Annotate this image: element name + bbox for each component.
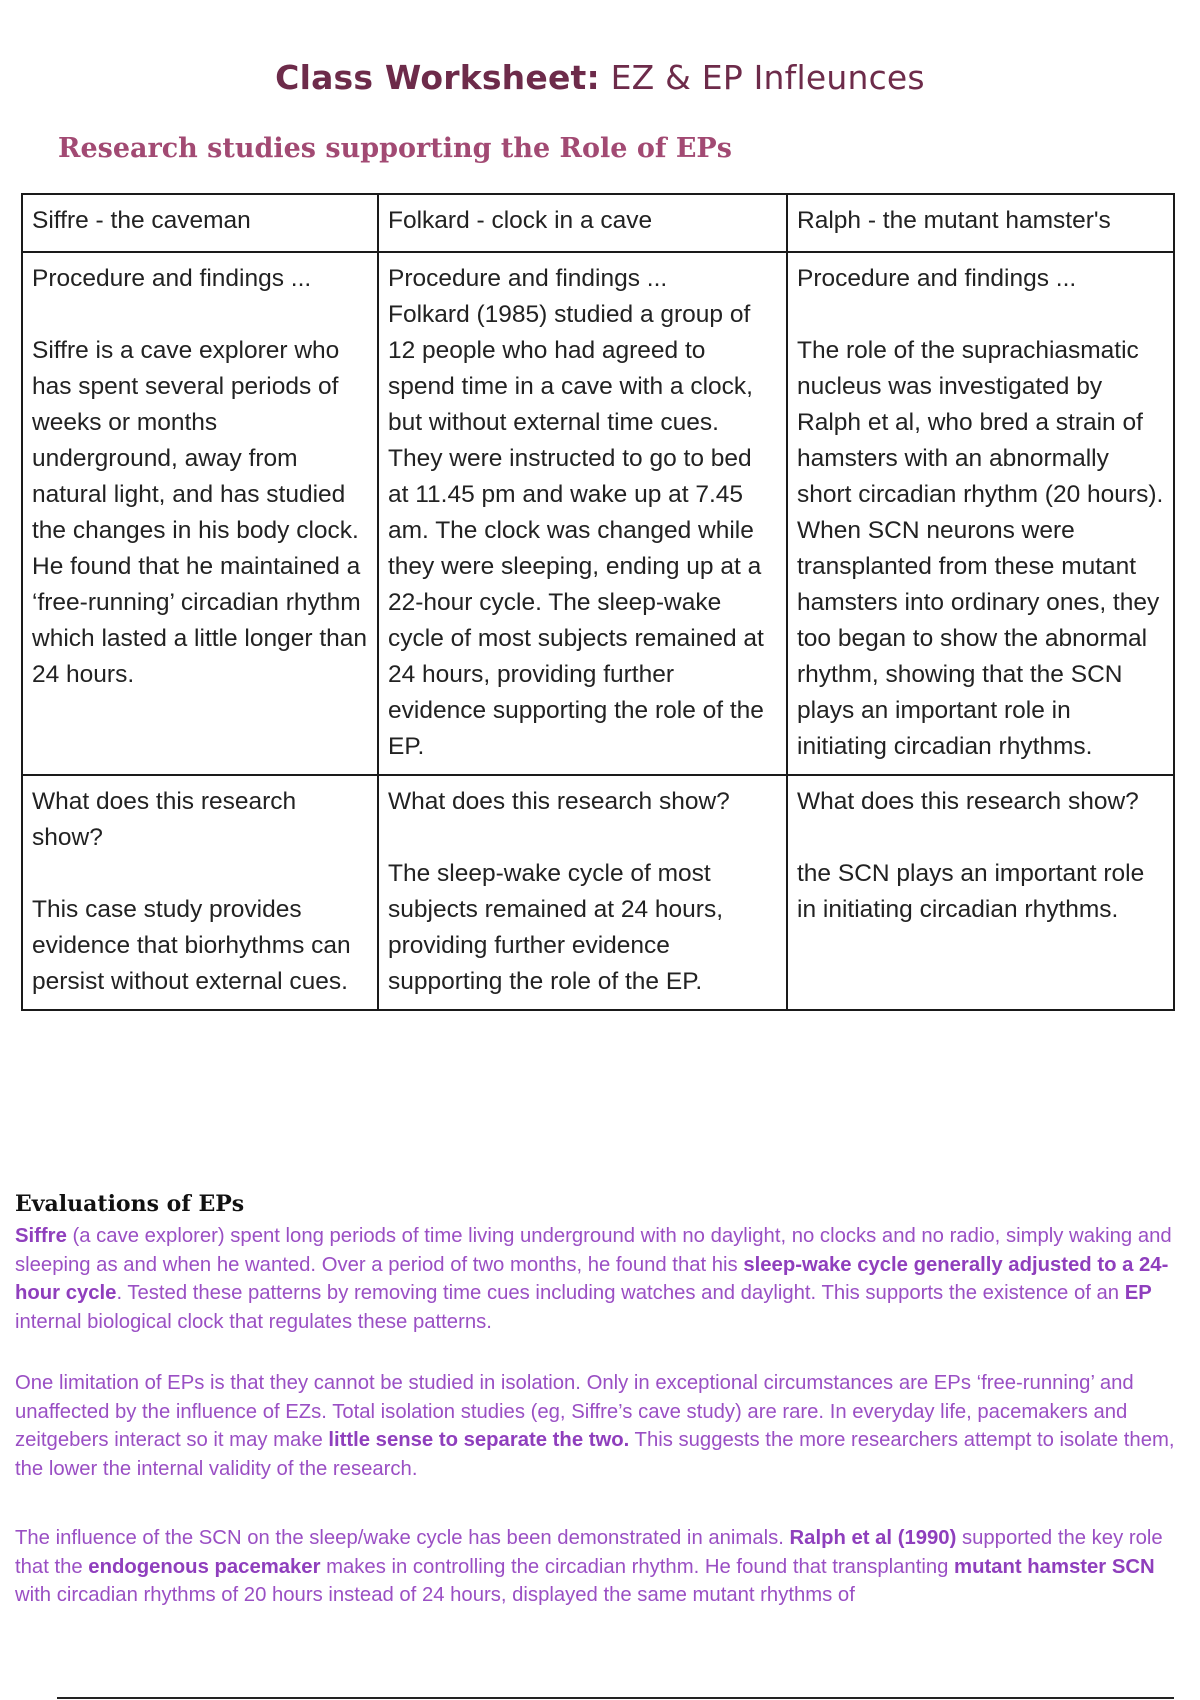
evaluations-heading: Evaluations of EPs: [15, 1191, 245, 1217]
text: One limitation of EPs is that they cannot be studied in isolation. Only in exceptional circumstances are EPs ‘free-running’ and unaffected by the influence of EZs. Total isolation studies (eg, Siffre’s cave study) are rare. In everyday life, pacemakers and zeitgebers interact so it may make: [15, 1372, 1134, 1451]
bold-text: endogenous pacemaker: [88, 1555, 321, 1578]
show-text: the SCN plays an important role in initiating circadian rhythms.: [797, 860, 1145, 923]
evaluation-paragraph-scn: [15, 1524, 1180, 1610]
procedure-label: Procedure and findings ...: [797, 265, 1077, 292]
text: supported the key role that the: [15, 1527, 1163, 1578]
procedure-cell-ralph: [787, 252, 1174, 775]
bold-text: sleep-wake cycle generally adjusted to a 24-hour cycle: [15, 1253, 1169, 1304]
text: internal biological clock that regulates these patterns.: [15, 1310, 492, 1333]
text: with circadian rhythms of 20 hours instead of 24 hours, displayed the same mutant rhythms of: [15, 1584, 855, 1606]
procedure-cell-siffre: [22, 252, 378, 775]
section-heading: Research studies supporting the Role of EPs: [58, 133, 732, 164]
evaluation-paragraph-siffre: [15, 1222, 1180, 1336]
title-rest: EZ & EP Infleunces: [599, 58, 925, 97]
show-text: This case study provides evidence that biorhythms can persist without external cues.: [32, 896, 351, 995]
procedure-text: The role of the suprachiasmatic nucleus was investigated by Ralph et al, who bred a strain of hamsters with an abnormally short circadian rhythm (20 hours). When SCN neurons were transplanted from these mutant hamsters into ordinary ones, they too began to show the abnormal rhythm, showing that the SCN plays an important role in initiating circadian rhythms.: [797, 337, 1164, 760]
title-bold: Class Worksheet:: [275, 58, 600, 97]
bold-text: mutant hamster SCN: [954, 1555, 1155, 1578]
show-label: What does this research show?: [32, 788, 297, 851]
table-header-row: [22, 194, 1174, 252]
bold-text: little sense to separate the two.: [328, 1429, 630, 1451]
show-cell-ralph: [787, 775, 1174, 1010]
text: makes in controlling the circadian rhythm. He found that transplanting: [320, 1555, 955, 1578]
header-siffre: Siffre - the caveman: [22, 194, 378, 252]
text: . Tested these patterns by removing time cues including watches and daylight. This supports the existence of an: [116, 1282, 1125, 1304]
text: (a cave explorer) spent long periods of time living underground with no daylight, no clocks and no radio, simply waking and sleeping as and when he wanted. Over a period of two months, he found that his: [15, 1225, 1172, 1276]
procedure-cell-folkard: [378, 252, 787, 775]
show-cell-folkard: [378, 775, 787, 1010]
studies-table: [21, 193, 1175, 1011]
bold-text: EP: [1124, 1282, 1152, 1304]
bold-text: Ralph et al (1990): [789, 1527, 957, 1549]
procedure-label: Procedure and findings ...: [388, 265, 668, 292]
text: The influence of the SCN on the sleep/wake cycle has been demonstrated in animals.: [15, 1527, 790, 1549]
bold-text: Siffre: [15, 1225, 67, 1247]
header-ralph: Ralph - the mutant hamster's: [787, 194, 1174, 252]
show-text: The sleep-wake cycle of most subjects remained at 24 hours, providing further evidence supporting the role of the EP.: [388, 860, 724, 995]
show-label: What does this research show?: [797, 788, 1139, 815]
show-row: [22, 775, 1174, 1010]
procedure-row: [22, 252, 1174, 775]
header-folkard: Folkard - clock in a cave: [378, 194, 787, 252]
show-cell-siffre: [22, 775, 378, 1010]
procedure-text: Folkard (1985) studied a group of 12 people who had agreed to spend time in a cave with a clock, but without external time cues. They were instructed to go to bed at 11.45 pm and wake up at 7.45 am. The clock was changed while they were sleeping, ending up at a 22-hour cycle. The sleep-wake cycle of most subjects remained at 24 hours, providing further evidence supporting the role of the EP.: [388, 301, 764, 760]
evaluation-paragraph-limitation: [15, 1369, 1180, 1483]
bottom-rule: [57, 1697, 1174, 1699]
procedure-label: Procedure and findings ...: [32, 265, 312, 292]
text: This suggests the more researchers attempt to isolate them, the lower the internal validity of the research.: [15, 1429, 1175, 1480]
show-label: What does this research show?: [388, 788, 730, 815]
procedure-text: Siffre is a cave explorer who has spent several periods of weeks or months underground, away from natural light, and has studied the changes in his body clock. He found that he maintained a ‘free-running’ circadian rhythm which lasted a little longer than 24 hours.: [32, 337, 368, 688]
worksheet-title: [0, 58, 1200, 97]
